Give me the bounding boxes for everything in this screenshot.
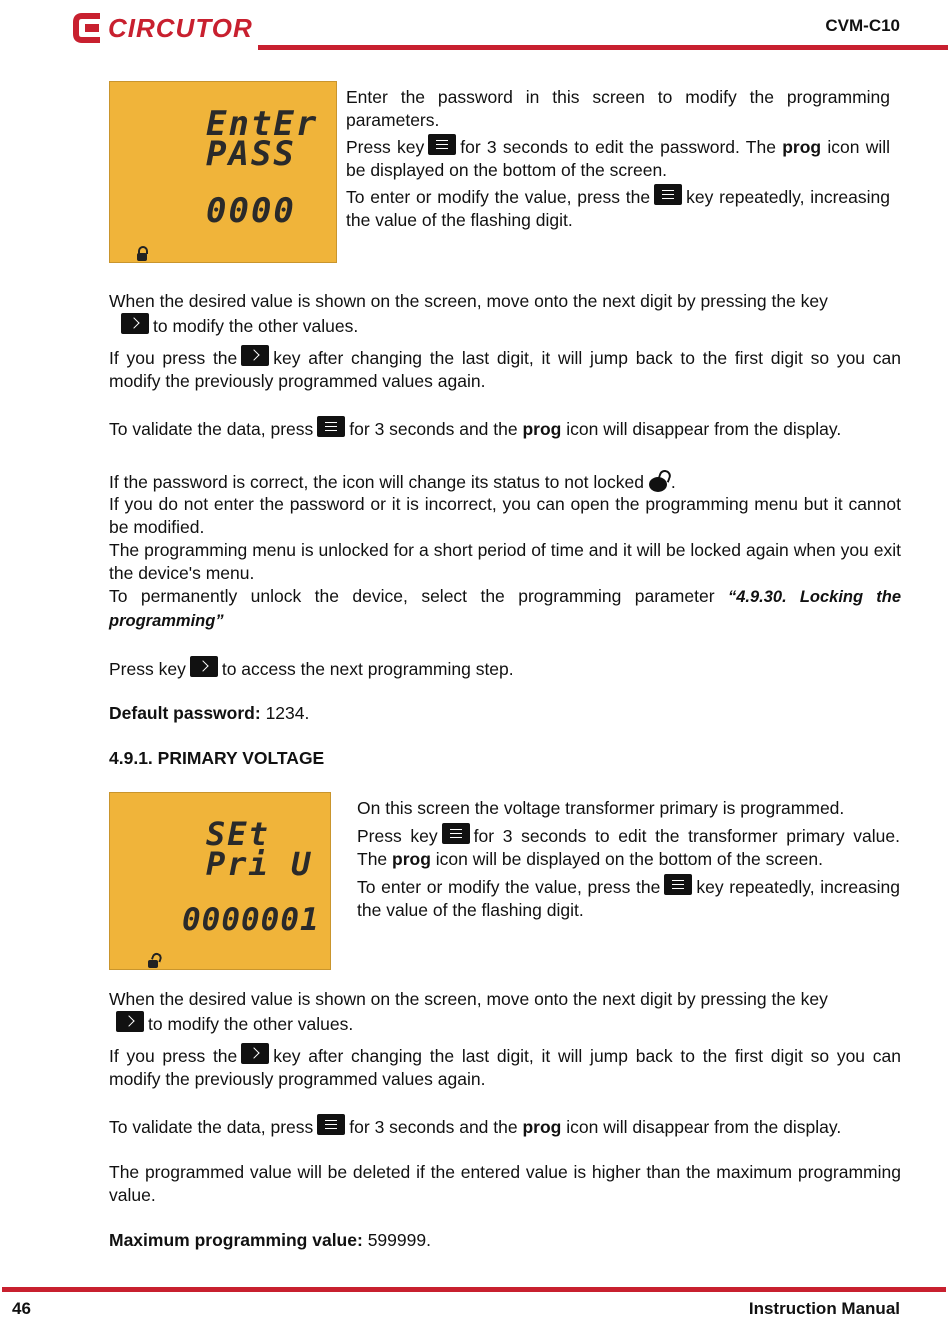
lcd-line-2: Pri U [206,845,313,883]
sec2-p8: Maximum programming value: 599999. [109,1230,431,1250]
page-number: 46 [12,1299,31,1318]
sec1-intro [346,86,890,232]
menu-key-icon [654,184,682,205]
sec2-p4: When the desired value is shown on the screen, move onto the next digit by pressing the key to modify the other values. [109,989,828,1034]
sec1-p2: Press key for 3 seconds to edit the password. The prog icon will be displayed on the bottom of the screen. [346,134,890,182]
menu-key-icon [317,416,345,437]
footer-rule [2,1287,946,1292]
footer-title: Instruction Manual [748,1299,900,1318]
lcd-line-3: 0000001 [182,902,320,938]
next-key-icon [241,345,269,366]
sec2-p3: To enter or modify the value, press the key repeatedly, increasing the value of the flashing digit. [357,874,900,922]
next-key-icon [241,1043,269,1064]
sec1-p10: To permanently unlock the device, select the programming parameter “4.9.30. Locking the programming” [109,586,901,630]
sec1-p11: Press key to access the next programming step. [109,656,901,681]
lcd-set-priu [109,792,331,970]
sec1-p3: To enter or modify the value, press the key repeatedly, increasing the value of the flashing digit. [346,184,890,232]
sec1-p6: To validate the data, press for 3 seconds and the prog icon will disappear from the display. [109,416,901,441]
lcd-line-2: PASS [206,134,296,174]
menu-key-icon [428,134,456,155]
lock-open-icon [148,953,158,968]
lcd-enter-pass [109,81,337,263]
circutor-logo-icon [72,12,106,44]
lock-open-icon [649,470,671,492]
menu-key-icon [317,1114,345,1135]
sec2-p5: If you press the key after changing the last digit, it will jump back to the first digit so you can modify the previously programmed values again. [109,1043,901,1091]
sec1-p7: If the password is correct, the icon will change its status to not locked . [109,470,901,494]
brand-name: CIRCUTOR [108,12,253,43]
next-key-icon [116,1011,144,1032]
lcd-line-3: 0000 [206,191,296,231]
brand-logo [72,12,253,44]
sec2-p1: On this screen the voltage transformer primary is programmed. [357,798,845,818]
sec2-p7: The programmed value will be deleted if the entered value is higher than the maximum programming value. [109,1162,901,1205]
sec1-p5: If you press the key after changing the last digit, it will jump back to the first digit so you can modify the previously programmed values again. [109,345,901,393]
sec2-p2: Press key for 3 seconds to edit the transformer primary value. The prog icon will be displayed on the bottom of the screen. [357,823,900,871]
lcd-line-1: SEt [206,815,270,853]
next-key-icon [190,656,218,677]
sec2-p6: To validate the data, press for 3 seconds and the prog icon will disappear from the display. [109,1114,901,1139]
model-label: CVM-C10 [825,16,900,35]
sec1-p1: Enter the password in this screen to modify the programming parameters. [346,87,890,130]
menu-key-icon [664,874,692,895]
lock-closed-icon [137,246,147,261]
menu-key-icon [442,823,470,844]
sec1-p8: If you do not enter the password or it is incorrect, you can open the programming menu but it cannot be modified. [109,494,901,537]
lcd-line-1: EntEr [206,104,319,144]
sec1-p12: Default password: 1234. [109,703,310,723]
header-rule [258,45,948,50]
section-heading-primary-voltage: 4.9.1. PRIMARY VOLTAGE [109,748,325,768]
sec1-p9: The programming menu is unlocked for a short period of time and it will be locked again when you exit the device's menu. [109,540,901,583]
sec2-intro [357,797,900,922]
next-key-icon [121,313,149,334]
sec1-p4: When the desired value is shown on the screen, move onto the next digit by pressing the key to modify the other values. [109,291,828,336]
